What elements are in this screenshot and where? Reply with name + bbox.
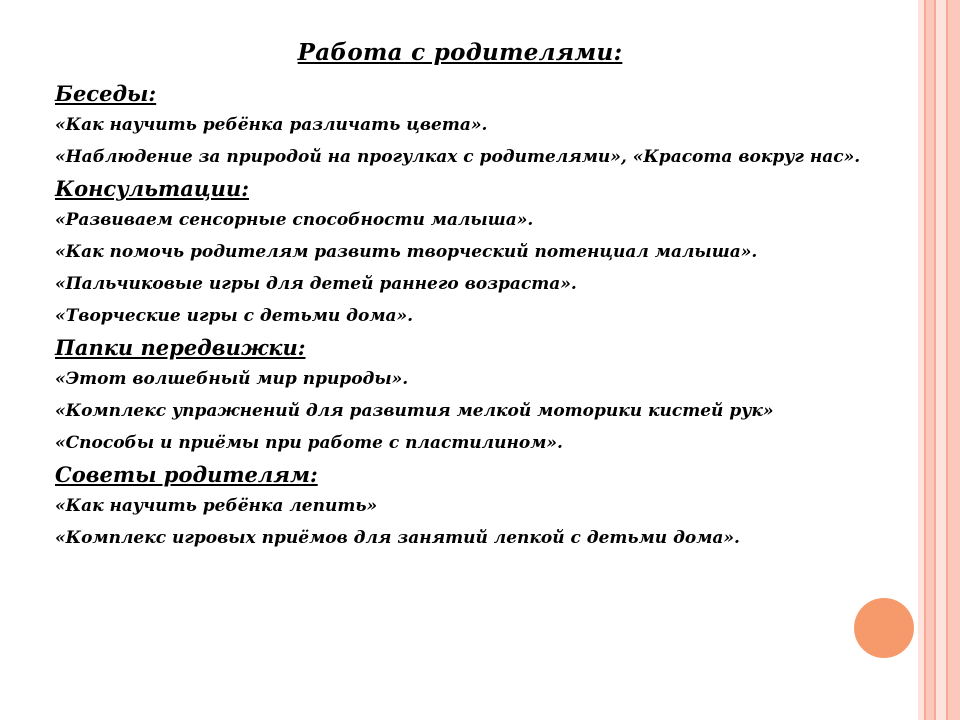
- decor-orange-circle: [854, 598, 914, 658]
- section-heading: Консультации:: [55, 176, 249, 201]
- list-item: «Развиваем сенсорные способности малыша».: [55, 210, 534, 230]
- slide-title: Работа с родителями:: [297, 39, 623, 66]
- list-item: «Способы и приёмы при работе с пластилином».: [55, 433, 563, 453]
- list-item: «Этот волшебный мир природы».: [55, 369, 409, 389]
- section-heading: Советы родителям:: [55, 462, 318, 487]
- section-advice: [55, 459, 865, 554]
- list-item: «Комплекс упражнений для развития мелкой моторики кистей рук»: [55, 401, 774, 421]
- section-heading: Папки передвижки:: [55, 335, 306, 360]
- slide-content: [55, 38, 865, 554]
- section-conversations: [55, 78, 865, 173]
- list-item: «Комплекс игровых приёмов для занятий лепкой с детьми дома».: [55, 528, 740, 548]
- list-item: «Как помочь родителям развить творческий потенциал малыша».: [55, 242, 758, 262]
- list-item: «Пальчиковые игры для детей раннего возраста».: [55, 274, 577, 294]
- list-item: «Как научить ребёнка различать цвета».: [55, 115, 488, 135]
- list-item: «Творческие игры с детьми дома».: [55, 306, 414, 326]
- list-item: «Как научить ребёнка лепить»: [55, 496, 378, 516]
- section-heading: Беседы:: [55, 81, 157, 106]
- decor-stripe-3: [926, 0, 934, 720]
- section-folders: [55, 332, 865, 459]
- section-consultations: [55, 173, 865, 332]
- decor-stripe-7: [948, 0, 960, 720]
- list-item: «Наблюдение за природой на прогулках с родителями», «Красота вокруг нас».: [55, 147, 861, 167]
- decor-stripe-5: [936, 0, 946, 720]
